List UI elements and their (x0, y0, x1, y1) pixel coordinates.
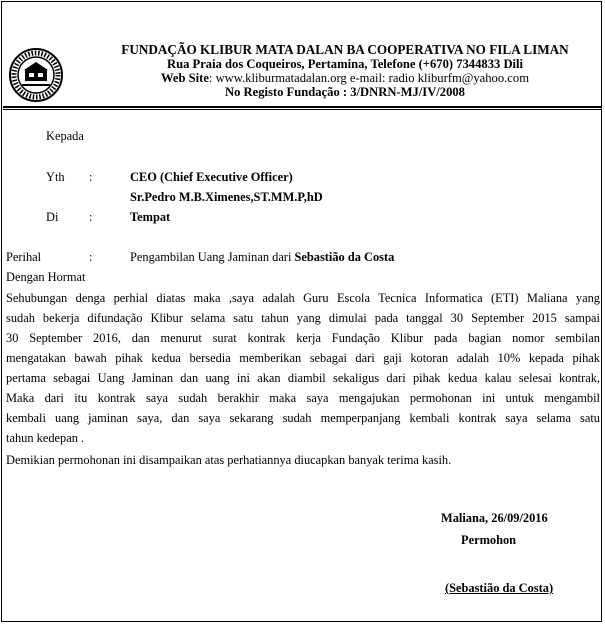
web-contact-line: : www.kliburmatadalan.org e-mail: radio kliburfm@yahoo.com (208, 71, 529, 85)
closing-line: Demikian permohonan ini disampaikan atas perhatiannya diucapkan banyak terima kasih. (6, 453, 452, 467)
foundation-seal-logo (8, 47, 64, 103)
body-line: 30 September 2016, dan menurut surat kontrak kerja Fundação Klibur pada bagian nomor sembilan (6, 331, 600, 345)
recipient-name: Sr.Pedro M.B.Ximenes,ST.MM.P,hD (130, 190, 323, 204)
subject-colon: : (89, 250, 93, 264)
org-name: FUNDAÇÃO KLIBUR MATA DALAN BA COOPERATIVA NO FILA LIMAN (121, 42, 569, 57)
letterhead (0, 43, 605, 103)
body-line: pertama sebagai Uang Jaminan dan uang ini akan diambil sekaligus dari pihak kedua kalau selesai kontrak, (6, 371, 600, 385)
signature-place-date: Maliana, 26/09/2016 (441, 511, 548, 525)
body-paragraph (6, 288, 600, 448)
web-label: Web Site (160, 71, 209, 85)
body-line: mengatakan bawah pihak kedua bersedia memberikan sebagai dari gaji kotoran adalah 10% kepada pihak (6, 351, 600, 365)
recipient-title: CEO (Chief Executive Officer) (130, 170, 293, 184)
subject-line (130, 249, 394, 265)
signature-role: Permohon (461, 533, 517, 547)
body-line: Maka dari itu kontrak saya sudah berakhir maka saya mengajukan permohonan ini untuk mengambil (6, 391, 600, 405)
place-text: Tempat (130, 210, 171, 224)
org-contact (105, 71, 585, 85)
di-colon: : (89, 210, 93, 224)
to-label: Kepada (46, 129, 84, 143)
di-label: Di (46, 210, 59, 224)
body-line: kembali uang jaminan saya, dan saya sekarang sudah memperpanjang kembali kontrak saya selama satu (6, 411, 600, 425)
registration-number: No Registo Fundação : 3/DNRN-MJ/IV/2008 (225, 85, 465, 99)
subject-text: Pengambilan Uang Jaminan dari (130, 250, 295, 264)
body-line: Sehubungan denga perhial diatas maka ,saya adalah Guru Escola Tecnica Informatica (ETI) Maliana yang (6, 291, 600, 305)
yth-label: Yth (46, 170, 65, 184)
signature-name: (Sebastião da Costa) (445, 581, 554, 595)
greeting: Dengan Hormat (6, 270, 86, 284)
body-line: tahun kedepan . (6, 431, 85, 445)
header-divider-thick (3, 106, 602, 108)
org-address: Rua Praia dos Coqueiros, Pertamina, Telefone (+670) 7344833 Dili (166, 57, 524, 71)
yth-colon: : (89, 170, 93, 184)
subject-label: Perihal (6, 250, 42, 264)
header-divider-thin (3, 109, 602, 110)
body-line: sudah bekerja difundação Klibur selama satu tahun yang dimulai pada tanggal 30 September 2015 sampai (6, 311, 600, 325)
subject-name: Sebastião da Costa (294, 250, 395, 264)
